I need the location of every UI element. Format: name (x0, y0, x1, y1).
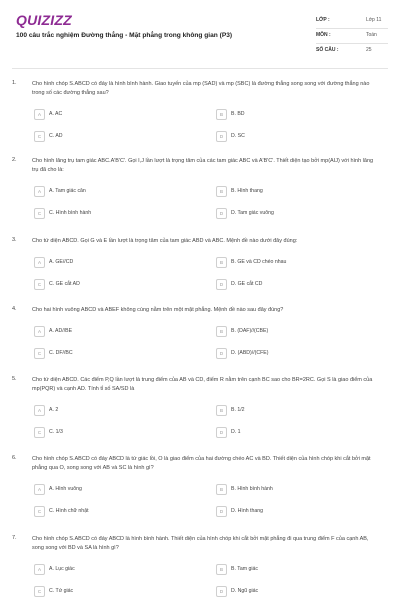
option-text: B. Hình thang (231, 188, 263, 194)
question-number: 6. (12, 455, 17, 461)
option-text: A. Lục giác (49, 566, 75, 572)
meta-value: Toán (366, 32, 377, 38)
option-text: D. SC (231, 133, 245, 139)
option-text: B. Hình bình hành (231, 486, 273, 492)
option-text: D. 1 (231, 429, 241, 435)
question-number: 1. (12, 80, 17, 86)
option-text: D. Hình thang (231, 508, 264, 514)
option-letter: B (216, 326, 227, 337)
question-number: 3. (12, 237, 17, 243)
option-letter: D (216, 586, 227, 597)
option-text: A. AC (49, 111, 63, 117)
option-text: C. AD (49, 133, 63, 139)
option-letter: A (34, 326, 45, 337)
option-text: A. Hình vuông (49, 486, 82, 492)
meta-value: Lớp 11 (366, 17, 382, 23)
option-letter: B (216, 484, 227, 495)
header-divider (12, 68, 388, 69)
option-letter: C (34, 427, 45, 438)
option-text: A. Tam giác cân (49, 188, 86, 194)
option-text: C. Tứ giác (49, 588, 74, 594)
question-number: 5. (12, 376, 17, 382)
option-letter: A (34, 564, 45, 575)
option-letter: C (34, 208, 45, 219)
question-number: 4. (12, 306, 17, 312)
option-text: B. (DAF)//(CBE) (231, 328, 269, 334)
option-letter: A (34, 186, 45, 197)
worksheet-header (0, 0, 400, 68)
question-text: Cho tứ diện ABCD. Gọi G và E lần lượt là trọng tâm của tam giác ABD và ABC. Mệnh đề nào dưới đây đúng: (32, 238, 298, 244)
option-letter: C (34, 506, 45, 517)
option-letter: A (34, 484, 45, 495)
meta-row-class (316, 14, 388, 29)
option-letter: B (216, 405, 227, 416)
option-letter: C (34, 586, 45, 597)
question-text: Cho hai hình vuông ABCD và ABEF không cùng nằm trên một mặt phẳng. Mệnh đề nào sau đây đúng? (32, 307, 284, 313)
meta-row-question-count (316, 44, 388, 58)
option-letter: B (216, 564, 227, 575)
option-letter: D (216, 208, 227, 219)
option-letter: D (216, 506, 227, 517)
meta-label: MÔN : (316, 32, 331, 38)
meta-label: SỐ CÂU : (316, 47, 339, 53)
option-text: C. DF//BC (49, 350, 73, 356)
option-text: A. 2 (49, 407, 59, 413)
option-text: D. Tam giác vuông (231, 210, 274, 216)
question-text: Cho hình chóp S.ABCD có đáy ABCD là hình bình hành. Thiết diện của hình chóp khi cắt bởi mặt phẳng đi qua trung điểm F của cạnh AB, song song với BD và SA là hình gì? (32, 536, 369, 551)
option-text: C. GE cắt AD (49, 281, 80, 287)
option-text: B. 1/2 (231, 407, 245, 413)
question-text: Cho hình chóp S.ABCD có đáy là hình bình hành. Giao tuyến của mp (SAD) và mp (SBC) là đường thẳng song song với đường thẳng nào trong số các đường thẳng sau? (32, 81, 370, 96)
question-text: Cho tứ diện ABCD. Các điểm P,Q lần lượt là trung điểm của AB và CD, điểm R nằm trên cạnh BC sao cho BR=2RC. Gọi S là giao điểm của mp(PQR) và cạnh AD. Tính tỉ số SA/SD là (32, 377, 373, 392)
option-text: D. Ngũ giác (231, 588, 259, 594)
option-text: D. (ABD)//(CFE) (231, 350, 269, 356)
option-letter: C (34, 348, 45, 359)
option-text: C. 1/3 (49, 429, 63, 435)
worksheet-title: 100 câu trắc nghiệm Đường thẳng - Mặt phẳng trong không gian (P3) (16, 32, 233, 39)
meta-label: LỚP : (316, 17, 330, 23)
question-number: 7. (12, 535, 17, 541)
option-letter: B (216, 109, 227, 120)
option-letter: B (216, 186, 227, 197)
option-letter: D (216, 279, 227, 290)
question-text: Cho hình lăng trụ tam giác ABC.A'B'C'. Gọi I,J lần lượt là trọng tâm của các tam giác ABC và A'B'C'. Thiết diện tạo bởi mp(AIJ) với hình lăng trụ đã cho là: (32, 158, 374, 173)
option-text: D. GE cắt CD (231, 281, 263, 287)
question-text: Cho hình chóp S.ABCD có đáy ABCD là tứ giác lồi, O là giao điểm của hai đường chéo AC và BD. Thiết diện của hình chóp khi cắt bởi mặt phẳng qua O, song song với AB và SC là hình gì? (32, 456, 371, 471)
option-text: A. AD//BE (49, 328, 73, 334)
option-text: B. Tam giác (231, 566, 259, 572)
option-text: B. GE và CD chéo nhau (231, 259, 287, 265)
option-letter: C (34, 279, 45, 290)
option-letter: A (34, 109, 45, 120)
option-letter: A (34, 257, 45, 268)
option-letter: C (34, 131, 45, 142)
question-number: 2. (12, 157, 17, 163)
option-letter: D (216, 131, 227, 142)
option-text: A. GE//CD (49, 259, 74, 265)
option-letter: B (216, 257, 227, 268)
option-letter: D (216, 348, 227, 359)
option-text: C. Hình chữ nhật (49, 508, 89, 514)
worksheet-meta (316, 14, 388, 58)
option-letter: A (34, 405, 45, 416)
meta-row-subject (316, 29, 388, 44)
meta-value: 25 (366, 47, 372, 53)
option-text: B. BD (231, 111, 245, 117)
option-text: C. Hình bình hành (49, 210, 92, 216)
option-letter: D (216, 427, 227, 438)
quizizz-logo: QUIZIZZ (16, 12, 72, 28)
